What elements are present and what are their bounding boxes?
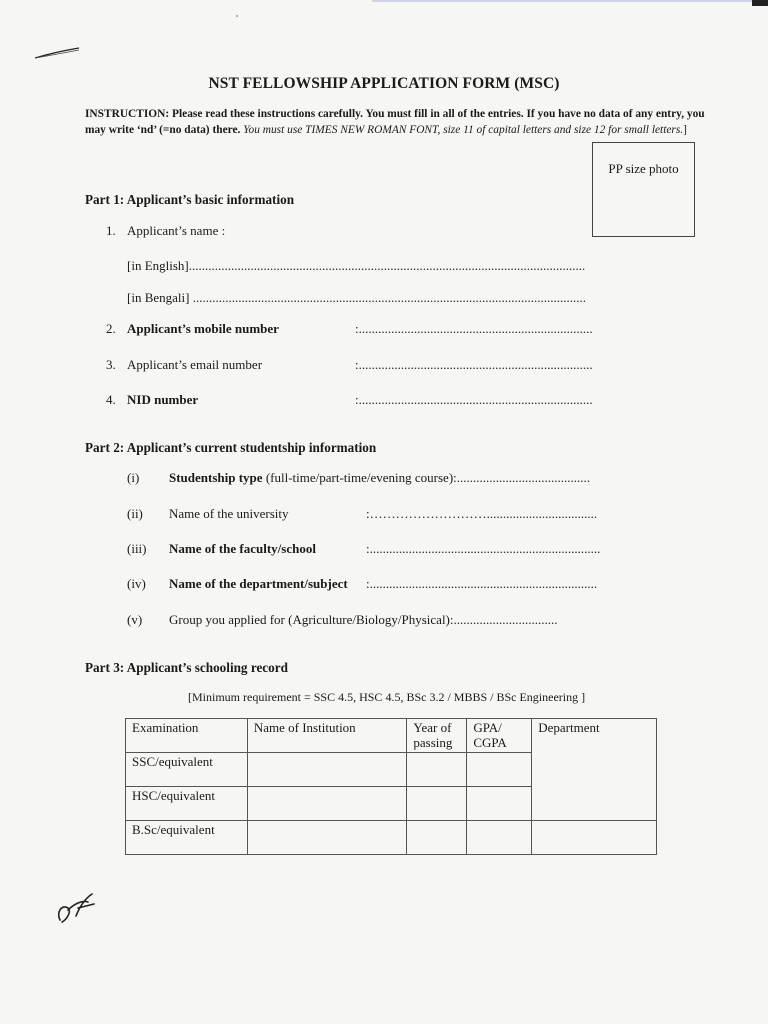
mobile-field[interactable]: :........................................................................	[355, 321, 593, 336]
part1-heading: Part 1: Applicant’s basic information	[85, 192, 295, 207]
instruction-font-note: You must use TIMES NEW ROMAN FONT, size 11 of capital letters and size 12 for small letters.	[243, 124, 684, 136]
bsc-gpa-cell[interactable]	[467, 821, 532, 855]
scan-top-edge	[372, 0, 768, 2]
hsc-year-cell[interactable]	[407, 787, 467, 821]
mobile-label: Applicant’s mobile number	[127, 321, 279, 336]
table-row	[126, 821, 657, 855]
mobile-number: 2.	[106, 321, 116, 336]
faculty-number: (iii)	[127, 541, 147, 556]
email-number: 3.	[106, 357, 116, 372]
email-field[interactable]: :........................................................................	[355, 357, 593, 372]
bsc-year-cell[interactable]	[407, 821, 467, 855]
header-gpa: GPA/ CGPA	[467, 719, 532, 753]
university-label: Name of the university	[169, 506, 289, 521]
bsc-institution-cell[interactable]	[247, 821, 407, 855]
photo-box-label: PP size photo	[608, 161, 679, 176]
nid-label: NID number	[127, 392, 199, 407]
faculty-label: Name of the faculty/school	[169, 541, 316, 556]
part2-heading: Part 2: Applicant’s current studentship information	[85, 440, 377, 455]
name-label: Applicant’s name :	[127, 223, 226, 238]
header-examination: Examination	[126, 719, 248, 753]
instruction-block	[85, 106, 725, 138]
bengali-name-field[interactable]: [in Bengali] .........................................................................................................................	[127, 290, 586, 305]
nid-number: 4.	[106, 392, 116, 407]
faculty-field[interactable]: :.......................................................................	[366, 541, 601, 556]
university-number: (ii)	[127, 506, 143, 521]
ssc-year-cell[interactable]	[407, 753, 467, 787]
group-field[interactable]: Group you applied for (Agriculture/Biology/Physical):................................	[169, 612, 558, 627]
hsc-gpa-cell[interactable]	[467, 787, 532, 821]
ssc-institution-cell[interactable]	[247, 753, 407, 787]
studentship-options: (full-time/part-time/evening course):.........................................	[262, 470, 591, 485]
english-name-field[interactable]: [in English]..........................................................................................................................	[127, 258, 586, 273]
name-number: 1.	[106, 223, 116, 238]
row-ssc: SSC/equivalent	[126, 753, 248, 787]
scan-corner-mark	[752, 0, 768, 6]
photo-box	[592, 142, 695, 237]
email-label: Applicant’s email number	[127, 357, 263, 372]
studentship-number: (i)	[127, 470, 140, 485]
part3-heading: Part 3: Applicant’s schooling record	[85, 660, 288, 675]
studentship-label: Studentship type	[169, 470, 263, 485]
header-institution: Name of Institution	[247, 719, 407, 753]
header-department: Department	[532, 719, 657, 821]
pen-mark-icon	[33, 44, 83, 64]
schooling-record-table	[125, 718, 657, 855]
nid-field[interactable]: :........................................................................	[355, 392, 593, 407]
university-field[interactable]: :………………………..................................	[366, 506, 598, 521]
department-label: Name of the department/subject	[169, 576, 348, 591]
table-header-row	[126, 719, 657, 753]
form-title: NST FELLOWSHIP APPLICATION FORM (MSC)	[208, 75, 560, 92]
scan-spot	[236, 15, 238, 17]
hsc-institution-cell[interactable]	[247, 787, 407, 821]
row-bsc: B.Sc/equivalent	[126, 821, 248, 855]
bsc-department-cell[interactable]	[532, 821, 657, 855]
handwritten-initials-icon	[52, 890, 102, 930]
header-year: Year of passing	[407, 719, 467, 753]
row-hsc: HSC/equivalent	[126, 787, 248, 821]
instruction-label: INSTRUCTION:	[85, 108, 170, 120]
instruction-end: ]	[683, 124, 687, 136]
studentship-type-field[interactable]	[169, 470, 590, 486]
department-field[interactable]: :......................................................................	[366, 576, 598, 591]
department-number: (iv)	[127, 576, 146, 591]
instruction-text: Please read these instructions carefully. You must fill in all of the entries. If you have no data of any entry, you may write ‘nd’ (=no data) there.	[85, 108, 705, 136]
ssc-gpa-cell[interactable]	[467, 753, 532, 787]
minimum-requirement: [Minimum requirement = SSC 4.5, HSC 4.5, BSc 3.2 / MBBS / BSc Engineering ]	[188, 690, 586, 704]
group-number: (v)	[127, 612, 143, 627]
